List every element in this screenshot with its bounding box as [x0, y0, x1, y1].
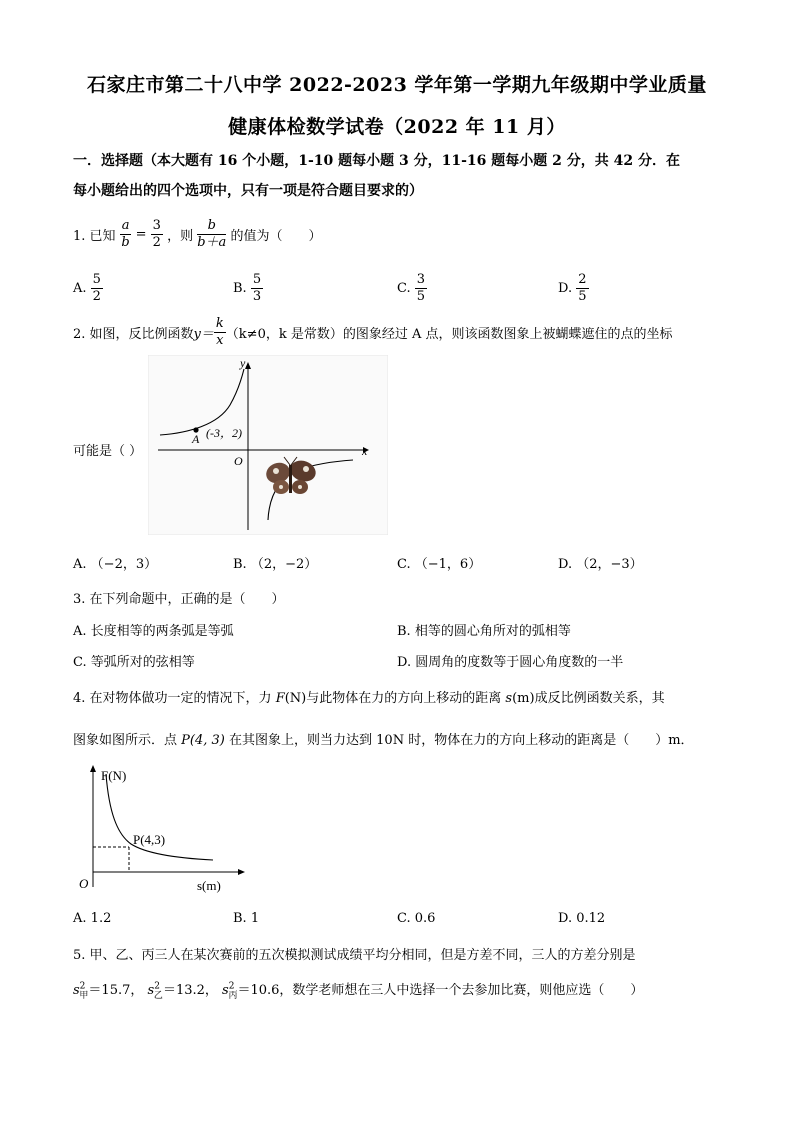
- q2-option-b[interactable]: B. （2，−2）: [233, 557, 318, 572]
- question-4-line1: 4. 在对物体做功一定的情况下，力 F(N)与此物体在力的方向上移动的距离 s(m)成反比例函数关系，其: [73, 691, 665, 706]
- y-axis-label: y: [240, 356, 246, 370]
- section-instructions-line1: 一．选择题（本大题有 16 个小题，1-10 题每小题 3 分，11-16 题每小题 2 分，共 42 分．在: [73, 153, 680, 169]
- q3-option-c[interactable]: C. 等弧所对的弦相等: [73, 655, 195, 670]
- q3-option-b[interactable]: B. 相等的圆心角所对的弧相等: [397, 624, 571, 639]
- y-axis-label: F(N): [101, 768, 127, 783]
- question-3: 3. 在下列命题中，正确的是（ ）: [73, 592, 285, 607]
- q2-option-c[interactable]: C. （−1，6）: [397, 557, 482, 572]
- q1-option-d[interactable]: D. $\frac{2}{5}$: [558, 272, 587, 304]
- page-title-line1: 石家庄市第二十八中学 2022-2023 学年第一学期九年级期中学业质量: [87, 74, 707, 96]
- question-2: 2. 如图，反比例函数y＝ $\frac{k}{x}$ （k≠0，k 是常数）的图象经过 A 点，则该函数图象上被蝴蝶遮住的点的坐标: [73, 316, 673, 348]
- q4-option-d[interactable]: D. 0.12: [558, 911, 606, 926]
- point-a-coords: (-3，2): [206, 426, 242, 440]
- question-5-line2: $s^2_甲=15.7$， $s^2_乙=13.2$， $s^2_丙=10.6$，数学老师想在三人中选择一个去参加比赛，则他应选（ ）: [73, 981, 644, 1001]
- point-p-label: P(4,3): [133, 832, 166, 847]
- question-1: 1. 已知 $\frac{a}{b}$ = $\frac{3}{2}$ ，则 $\frac{b}{b+a}$ 的值为（ ）: [73, 218, 322, 250]
- q4-option-b[interactable]: B. 1: [233, 911, 260, 926]
- q3-option-d[interactable]: D. 圆周角的度数等于圆心角度数的一半: [397, 655, 624, 670]
- curve-branch: [106, 774, 213, 860]
- q2-graph: [148, 355, 388, 535]
- q3-option-a[interactable]: A. 长度相等的两条弧是等弧: [73, 624, 234, 639]
- q2-line2: 可能是（ ）: [73, 444, 143, 459]
- q1-prefix: 1. 已知: [73, 229, 116, 244]
- question-5-line1: 5. 甲、乙、丙三人在某次赛前的五次模拟测试成绩平均分相同，但是方差不同，三人的方差分别是: [73, 948, 636, 963]
- q1-option-b[interactable]: B. $\frac{5}{3}$: [233, 272, 262, 304]
- section-instructions-line2: 每小题给出的四个选项中，只有一项是符合题目要求的）: [73, 183, 423, 199]
- q1-option-c[interactable]: C. $\frac{3}{5}$: [397, 272, 426, 304]
- origin-label: O: [234, 454, 243, 468]
- q1-given-fraction: $\frac{a}{b}$: [121, 218, 130, 250]
- q2-option-a[interactable]: A. （−2，3）: [73, 557, 158, 572]
- q4-graph: [73, 762, 253, 897]
- x-axis-label: x: [362, 444, 368, 458]
- q2-option-d[interactable]: D. （2，−3）: [558, 557, 643, 572]
- point-a-label: A: [192, 432, 200, 446]
- question-4-line2: 图象如图所示．点 P(4, 3) 在其图象上，则当力达到 10N 时，物体在力的方向上移动的距离是（ ）m．: [73, 733, 694, 748]
- q4-option-c[interactable]: C. 0.6: [397, 911, 436, 926]
- q1-expression: $\frac{b}{b+a}$: [197, 218, 227, 250]
- page-title-line2: 健康体检数学试卷（2022 年 11 月）: [228, 116, 566, 138]
- origin-label: O: [79, 876, 89, 891]
- x-axis-label: s(m): [197, 878, 221, 893]
- q1-option-a[interactable]: A. $\frac{5}{2}$: [73, 272, 101, 304]
- q4-option-a[interactable]: A. 1.2: [73, 911, 112, 926]
- q1-given-value: $\frac{3}{2}$: [152, 218, 161, 250]
